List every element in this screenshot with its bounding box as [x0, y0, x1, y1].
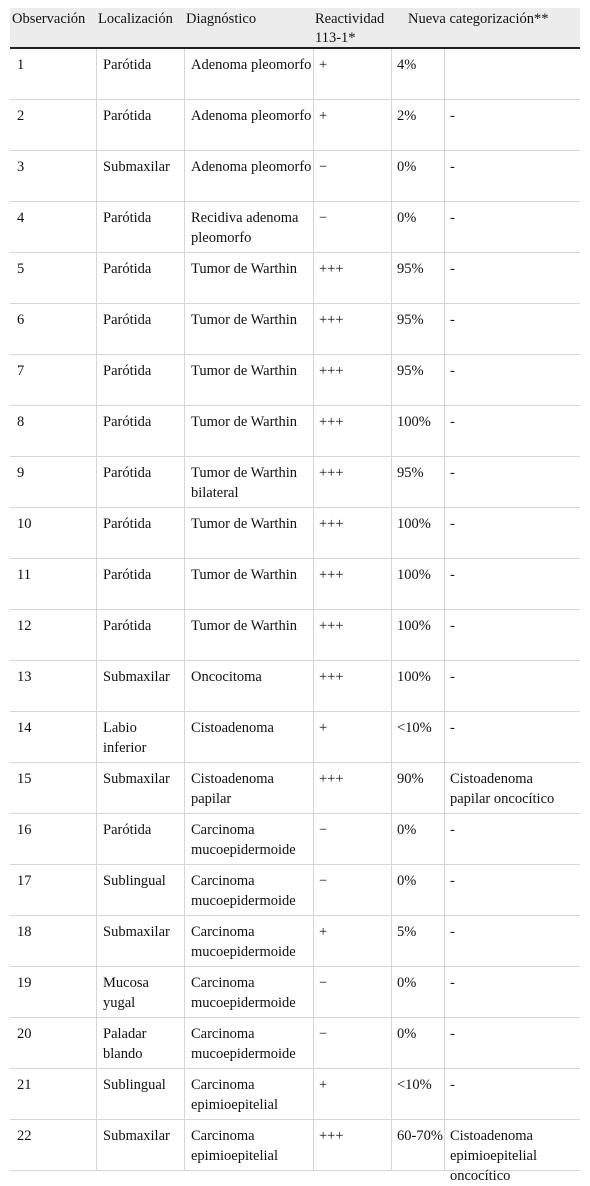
cell-observacion: 14: [17, 720, 32, 736]
cell-observacion: 8: [17, 414, 25, 430]
cell-diagnostico: Carcinoma mucoepidermoide: [191, 1026, 296, 1062]
cell-nueva-categorizacion: Cistoadenoma papilar oncocítico: [450, 771, 555, 807]
column-divider: [444, 1018, 445, 1068]
cell-observacion: 18: [17, 924, 32, 940]
cell-porcentaje: 0%: [397, 873, 417, 889]
column-divider: [184, 814, 185, 864]
column-divider: [96, 967, 97, 1017]
header-localizacion: Localización: [98, 11, 173, 27]
column-divider: [184, 151, 185, 201]
column-divider: [444, 712, 445, 762]
table-row: [10, 100, 580, 151]
cell-localizacion: Parótida: [103, 312, 152, 328]
cell-localizacion: Parótida: [103, 57, 152, 73]
column-divider: [96, 406, 97, 456]
column-divider: [184, 508, 185, 558]
cell-diagnostico: Tumor de Warthin: [191, 414, 297, 430]
column-divider: [96, 661, 97, 711]
column-divider: [444, 151, 445, 201]
cell-reactividad: +: [319, 1077, 328, 1093]
cell-diagnostico: Carcinoma epimioepitelial: [191, 1128, 278, 1164]
cell-observacion: 13: [17, 669, 32, 685]
column-divider: [96, 865, 97, 915]
column-divider: [313, 661, 314, 711]
cell-porcentaje: <10%: [397, 1077, 432, 1093]
table-row: [10, 916, 580, 967]
column-divider: [313, 712, 314, 762]
cell-porcentaje: 95%: [397, 261, 424, 277]
cell-diagnostico: Adenoma pleomorfo: [191, 108, 312, 124]
cell-reactividad: +++: [319, 771, 344, 787]
column-divider: [96, 559, 97, 609]
cell-diagnostico: Carcinoma mucoepidermoide: [191, 822, 296, 858]
cell-nueva-categorizacion: -: [450, 312, 455, 328]
cell-porcentaje: 100%: [397, 567, 431, 583]
column-divider: [313, 49, 314, 99]
cell-reactividad: +: [319, 720, 328, 736]
cell-porcentaje: 95%: [397, 363, 424, 379]
cell-diagnostico: Carcinoma mucoepidermoide: [191, 924, 296, 960]
table-row: [10, 457, 580, 508]
cell-nueva-categorizacion: -: [450, 975, 455, 991]
cell-porcentaje: 90%: [397, 771, 424, 787]
table-row: [10, 151, 580, 202]
cell-observacion: 7: [17, 363, 25, 379]
cell-localizacion: Sublingual: [103, 1077, 166, 1093]
cell-localizacion: Submaxilar: [103, 924, 170, 940]
cell-porcentaje: 0%: [397, 210, 417, 226]
column-divider: [184, 1018, 185, 1068]
column-divider: [313, 1069, 314, 1119]
column-divider: [313, 355, 314, 405]
cell-diagnostico: Recidiva adenoma pleomorfo: [191, 210, 299, 246]
cell-porcentaje: 0%: [397, 159, 417, 175]
column-divider: [313, 100, 314, 150]
cell-nueva-categorizacion: -: [450, 1026, 455, 1042]
column-divider: [444, 763, 445, 813]
column-divider: [313, 151, 314, 201]
cell-porcentaje: 4%: [397, 57, 417, 73]
header-observacion: Observación: [12, 11, 86, 27]
cell-porcentaje: 0%: [397, 975, 417, 991]
cell-diagnostico: Tumor de Warthin: [191, 312, 297, 328]
cell-reactividad: +: [319, 924, 328, 940]
column-divider: [444, 202, 445, 252]
table-row: [10, 355, 580, 406]
cell-nueva-categorizacion: -: [450, 669, 455, 685]
cell-nueva-categorizacion: -: [450, 567, 455, 583]
table-row: [10, 712, 580, 763]
cell-observacion: 15: [17, 771, 32, 787]
column-divider: [313, 814, 314, 864]
cell-reactividad: +++: [319, 516, 344, 532]
column-divider: [313, 763, 314, 813]
header-diagnostico: Diagnóstico: [186, 11, 257, 27]
cell-nueva-categorizacion: -: [450, 210, 455, 226]
cell-localizacion: Parótida: [103, 618, 152, 634]
cell-diagnostico: Carcinoma epimioepitelial: [191, 1077, 278, 1113]
cell-porcentaje: 0%: [397, 822, 417, 838]
cell-nueva-categorizacion: -: [450, 720, 455, 736]
column-divider: [96, 100, 97, 150]
column-divider: [444, 559, 445, 609]
cell-porcentaje: 60-70%: [397, 1128, 443, 1144]
column-divider: [444, 355, 445, 405]
cell-localizacion: Sublingual: [103, 873, 166, 889]
cell-nueva-categorizacion: -: [450, 261, 455, 277]
cell-diagnostico: Tumor de Warthin: [191, 618, 297, 634]
cell-observacion: 2: [17, 108, 25, 124]
cell-localizacion: Submaxilar: [103, 1128, 170, 1144]
cell-localizacion: Mucosa yugal: [103, 975, 149, 1011]
column-divider: [444, 49, 445, 99]
cell-diagnostico: Cistoadenoma papilar: [191, 771, 274, 807]
cell-porcentaje: 5%: [397, 924, 417, 940]
table-row: [10, 967, 580, 1018]
cell-porcentaje: 0%: [397, 1026, 417, 1042]
column-divider: [184, 355, 185, 405]
column-divider: [184, 1120, 185, 1170]
cell-porcentaje: 100%: [397, 516, 431, 532]
column-divider: [444, 865, 445, 915]
column-divider: [313, 865, 314, 915]
column-divider: [444, 610, 445, 660]
column-divider: [444, 304, 445, 354]
cell-reactividad: +: [319, 57, 328, 73]
cell-diagnostico: Tumor de Warthin: [191, 363, 297, 379]
column-divider: [444, 457, 445, 507]
cell-reactividad: +: [319, 108, 328, 124]
column-divider: [96, 202, 97, 252]
column-divider: [96, 1069, 97, 1119]
column-divider: [184, 406, 185, 456]
column-divider: [184, 253, 185, 303]
cell-localizacion: Submaxilar: [103, 159, 170, 175]
column-divider: [184, 202, 185, 252]
column-divider: [184, 457, 185, 507]
cell-reactividad: −: [319, 873, 328, 889]
cell-reactividad: +++: [319, 312, 344, 328]
cell-nueva-categorizacion: -: [450, 516, 455, 532]
column-divider: [184, 967, 185, 1017]
cell-porcentaje: 2%: [397, 108, 417, 124]
column-divider: [313, 508, 314, 558]
cell-diagnostico: Tumor de Warthin: [191, 567, 297, 583]
column-divider: [444, 100, 445, 150]
cell-observacion: 20: [17, 1026, 32, 1042]
column-divider: [96, 814, 97, 864]
cell-nueva-categorizacion: -: [450, 618, 455, 634]
column-divider: [313, 967, 314, 1017]
cell-reactividad: +++: [319, 618, 344, 634]
table-row: [10, 406, 580, 457]
cell-reactividad: −: [319, 159, 328, 175]
cell-localizacion: Parótida: [103, 414, 152, 430]
cell-reactividad: +++: [319, 567, 344, 583]
column-divider: [313, 457, 314, 507]
cell-reactividad: +++: [319, 465, 344, 481]
cell-nueva-categorizacion: Cistoadenoma epimioepitelial oncocítico: [450, 1128, 537, 1184]
column-divider: [184, 100, 185, 150]
cell-nueva-categorizacion: -: [450, 873, 455, 889]
column-divider: [444, 916, 445, 966]
column-divider: [184, 610, 185, 660]
column-divider: [96, 712, 97, 762]
cell-observacion: 4: [17, 210, 25, 226]
cell-localizacion: Parótida: [103, 363, 152, 379]
column-divider: [444, 1069, 445, 1119]
cell-diagnostico: Carcinoma mucoepidermoide: [191, 873, 296, 909]
table-row: [10, 1069, 580, 1120]
cell-diagnostico: Carcinoma mucoepidermoide: [191, 975, 296, 1011]
column-divider: [444, 1120, 445, 1170]
cell-observacion: 19: [17, 975, 32, 991]
column-divider: [96, 610, 97, 660]
table-row: [10, 814, 580, 865]
column-divider: [96, 1018, 97, 1068]
table-header: [10, 8, 580, 49]
column-divider: [184, 712, 185, 762]
cell-observacion: 22: [17, 1128, 32, 1144]
cell-nueva-categorizacion: -: [450, 465, 455, 481]
cell-observacion: 12: [17, 618, 32, 634]
cell-nueva-categorizacion: -: [450, 1077, 455, 1093]
table-row: [10, 304, 580, 355]
cell-localizacion: Labio inferior: [103, 720, 147, 756]
cell-nueva-categorizacion: -: [450, 159, 455, 175]
column-divider: [313, 610, 314, 660]
column-divider: [313, 304, 314, 354]
cell-reactividad: +++: [319, 669, 344, 685]
cell-reactividad: +++: [319, 363, 344, 379]
cell-localizacion: Parótida: [103, 261, 152, 277]
cell-nueva-categorizacion: -: [450, 108, 455, 124]
cell-observacion: 1: [17, 57, 25, 73]
cell-porcentaje: 100%: [397, 669, 431, 685]
column-divider: [184, 865, 185, 915]
cell-reactividad: −: [319, 975, 328, 991]
cell-diagnostico: Oncocitoma: [191, 669, 262, 685]
column-divider: [444, 967, 445, 1017]
column-divider: [96, 355, 97, 405]
column-divider: [313, 202, 314, 252]
cell-observacion: 9: [17, 465, 25, 481]
cell-reactividad: +++: [319, 1128, 344, 1144]
cell-localizacion: Submaxilar: [103, 771, 170, 787]
column-divider: [313, 406, 314, 456]
cell-observacion: 5: [17, 261, 25, 277]
cell-localizacion: Parótida: [103, 210, 152, 226]
cell-diagnostico: Cistoadenoma: [191, 720, 274, 736]
cell-observacion: 6: [17, 312, 25, 328]
cell-observacion: 10: [17, 516, 32, 532]
cell-localizacion: Parótida: [103, 108, 152, 124]
cell-diagnostico: Tumor de Warthin: [191, 516, 297, 532]
column-divider: [96, 1120, 97, 1170]
cell-porcentaje: 100%: [397, 618, 431, 634]
column-divider: [184, 304, 185, 354]
column-divider: [444, 253, 445, 303]
cell-nueva-categorizacion: -: [450, 363, 455, 379]
cell-observacion: 21: [17, 1077, 32, 1093]
cell-localizacion: Parótida: [103, 822, 152, 838]
table-row: [10, 1018, 580, 1069]
column-divider: [96, 49, 97, 99]
cell-observacion: 11: [17, 567, 31, 583]
cell-diagnostico: Tumor de Warthin: [191, 261, 297, 277]
table-row: [10, 865, 580, 916]
table-row: [10, 1120, 580, 1184]
table-row: [10, 202, 580, 253]
cell-porcentaje: <10%: [397, 720, 432, 736]
cell-reactividad: +++: [319, 261, 344, 277]
table-row: [10, 763, 580, 814]
column-divider: [313, 253, 314, 303]
column-divider: [96, 763, 97, 813]
column-divider: [96, 508, 97, 558]
column-divider: [184, 661, 185, 711]
header-reactividad: Reactividad 113-1*: [315, 11, 385, 46]
column-divider: [96, 457, 97, 507]
cell-reactividad: −: [319, 822, 328, 838]
cell-nueva-categorizacion: -: [450, 924, 455, 940]
table-row: [10, 559, 580, 610]
column-divider: [313, 559, 314, 609]
cell-localizacion: Parótida: [103, 516, 152, 532]
cell-localizacion: Paladar blando: [103, 1026, 147, 1062]
cell-porcentaje: 100%: [397, 414, 431, 430]
table-row: [10, 508, 580, 559]
column-divider: [96, 253, 97, 303]
cell-localizacion: Parótida: [103, 465, 152, 481]
table-row: [10, 610, 580, 661]
cell-porcentaje: 95%: [397, 465, 424, 481]
cell-reactividad: −: [319, 210, 328, 226]
column-divider: [313, 1018, 314, 1068]
column-divider: [444, 508, 445, 558]
cell-observacion: 3: [17, 159, 25, 175]
cell-reactividad: +++: [319, 414, 344, 430]
table-row: [10, 253, 580, 304]
column-divider: [96, 151, 97, 201]
column-divider: [313, 916, 314, 966]
column-divider: [313, 1120, 314, 1170]
column-divider: [184, 559, 185, 609]
cell-nueva-categorizacion: -: [450, 822, 455, 838]
table-row: [10, 661, 580, 712]
cell-nueva-categorizacion: -: [450, 414, 455, 430]
column-divider: [184, 1069, 185, 1119]
column-divider: [184, 916, 185, 966]
column-divider: [444, 661, 445, 711]
cell-localizacion: Parótida: [103, 567, 152, 583]
header-nueva-categorizacion: Nueva categorización**: [408, 11, 549, 27]
column-divider: [184, 49, 185, 99]
column-divider: [96, 304, 97, 354]
cell-localizacion: Submaxilar: [103, 669, 170, 685]
column-divider: [184, 763, 185, 813]
column-divider: [444, 814, 445, 864]
cell-porcentaje: 95%: [397, 312, 424, 328]
cell-diagnostico: Adenoma pleomorfo: [191, 159, 312, 175]
cell-observacion: 16: [17, 822, 32, 838]
column-divider: [444, 406, 445, 456]
cell-reactividad: −: [319, 1026, 328, 1042]
cell-diagnostico: Tumor de Warthin bilateral: [191, 465, 297, 501]
column-divider: [96, 916, 97, 966]
table-row: [10, 49, 580, 100]
cell-diagnostico: Adenoma pleomorfo: [191, 57, 312, 73]
cell-observacion: 17: [17, 873, 32, 889]
